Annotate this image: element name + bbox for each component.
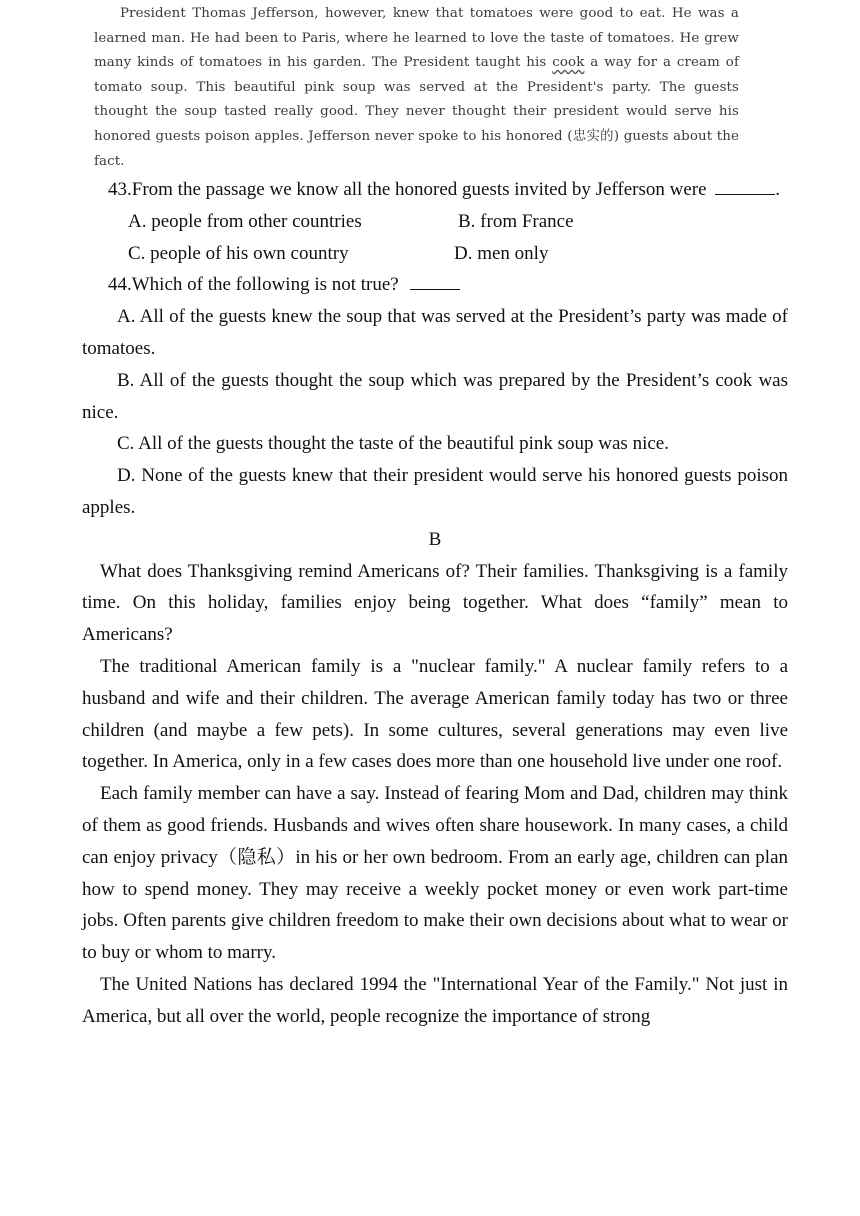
- section-b-paragraph: The traditional American family is a "nuclear family." A nuclear family refers to a husband and wife and their children. The average American family today has two or three children (and maybe a few pets). In some cultures, several generations may even live together. In America, only in a few cases does more than one household live under one roof.: [82, 655, 788, 773]
- passage-excerpt-scan: [94, 2, 739, 174]
- question-43-options-row-2: [82, 238, 788, 270]
- option-44-c: C. All of the guests thought the taste of the beautiful pink soup was nice.: [117, 433, 669, 455]
- option-43-d: D. men only: [454, 242, 549, 264]
- question-43-suffix: .: [775, 179, 781, 200]
- section-b-paragraph: Each family member can have a say. Instead of fearing Mom and Dad, children may think of them as good friends. Husbands and wives often share housework. In many cases, a child can enjoy privacy（隐私）in his or her own bedroom. From an early age, children can plan how to spend money. They may receive a weekly pocket money or even work part-time jobs. Often parents give children freedom to make their own decisions about what to wear or to buy or whom to marry.: [82, 783, 788, 964]
- question-43-stem: [82, 174, 788, 206]
- question-44-text: 44.Which of the following is not true?: [108, 274, 404, 296]
- option-43-c: C. people of his own country: [128, 242, 349, 264]
- option-44-b: B. All of the guests thought the soup which was prepared by the President’s cook was nice.: [82, 369, 788, 423]
- answer-blank: [410, 271, 460, 290]
- answer-blank: [715, 176, 775, 195]
- question-43-text: 43.From the passage we know all the honored guests invited by Jefferson were: [108, 179, 712, 200]
- section-b-paragraph: The United Nations has declared 1994 the "International Year of the Family." Not just in America, but all over the world, people recognize the importance of strong: [82, 973, 788, 1027]
- excerpt-wavy-word: cook: [552, 55, 585, 71]
- question-43-options-row-1: [82, 206, 788, 238]
- section-heading: B: [428, 528, 442, 550]
- excerpt-text-part1: President Thomas Jefferson, however, knew that tomatoes were good to eat. He was a learned man. He had been to Paris, where he learned to love the taste of tomatoes. He grew many kinds of tomatoes in his garden. The President taught his: [94, 6, 739, 71]
- section-b-paragraph: What does Thanksgiving remind Americans of? Their families. Thanksgiving is a family time. On this holiday, families enjoy being together. What does “family” mean to Americans?: [82, 560, 788, 646]
- question-44-stem: [82, 269, 788, 301]
- option-44-d: D. None of the guests knew that their president would serve his honored guests poison apples.: [82, 465, 788, 518]
- option-43-a: A. people from other countries: [128, 210, 362, 232]
- option-44-a: A. All of the guests knew the soup that was served at the President’s party was made of tomatoes.: [82, 306, 788, 359]
- document-body: [82, 174, 788, 1033]
- option-43-b: B. from France: [458, 210, 574, 232]
- excerpt-text-part2: a way for a cream of tomato soup. This beautiful pink soup was served at the President's party. The guests thought the soup tasted really good. They never thought their president would serve his honored guests poison apples. Jefferson never spoke to his honored (忠实的) guests about the fact.: [94, 55, 740, 169]
